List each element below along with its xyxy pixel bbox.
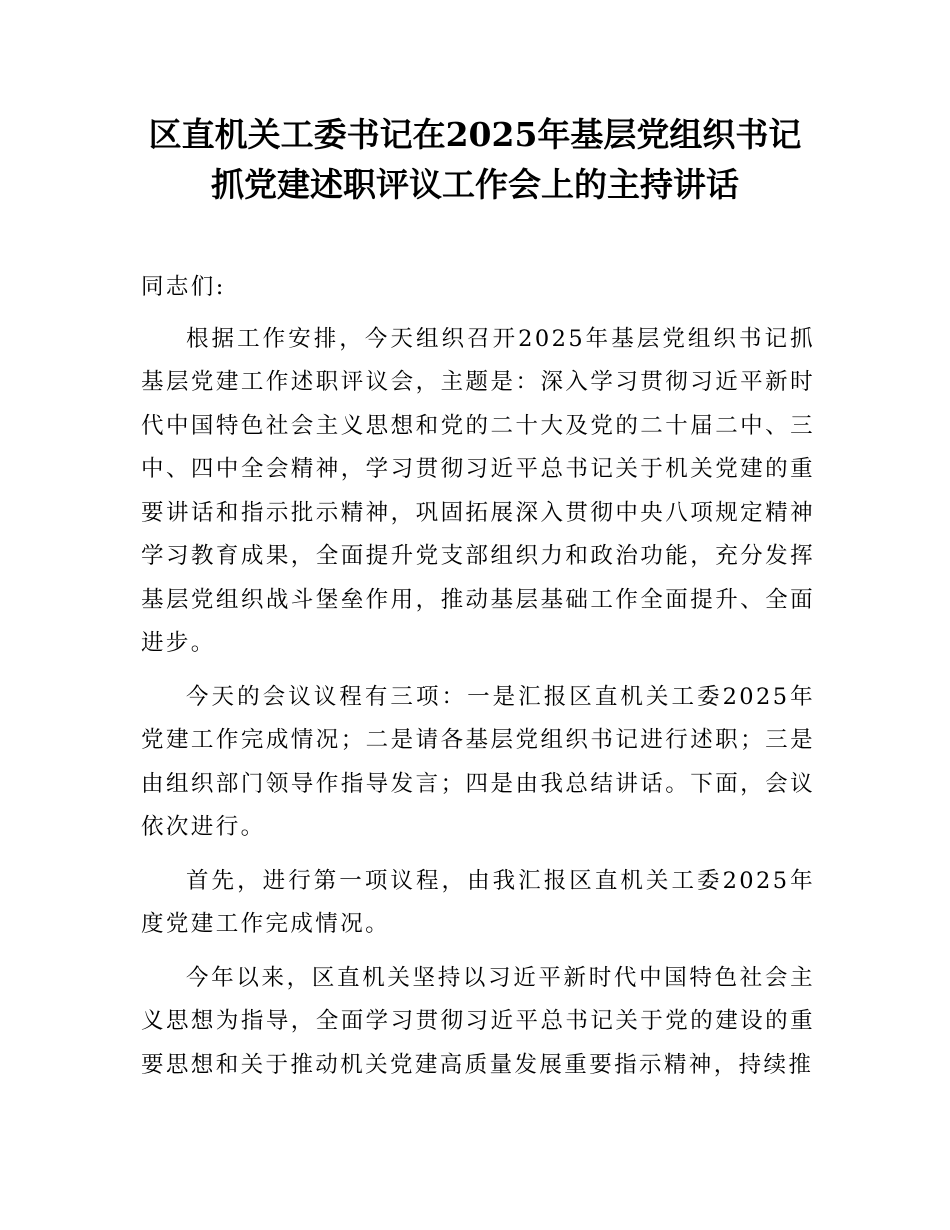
paragraph-4: 今年以来，区直机关坚持以习近平新时代中国特色社会主义思想为指导，全面学习贯彻习近平总书记关于党的建设的重要思想和关于推动机关党建高质量发展重要指示精神，持续推 [141, 964, 815, 1078]
document-body [141, 266, 815, 1097]
title-line-2: 抓党建述职评议工作会上的主持讲话 [211, 165, 739, 204]
salutation: 同志们: [141, 274, 226, 300]
paragraph-3: 首先，进行第一项议程，由我汇报区直机关工委2025年度党建工作完成情况。 [141, 867, 815, 937]
title-line-1: 区直机关工委书记在2025年基层党组织书记 [148, 115, 802, 154]
paragraph-2: 今天的会议议程有三项：一是汇报区直机关工委2025年党建工作完成情况；二是请各基层党组织书记进行述职；三是由组织部门领导作指导发言；四是由我总结讲话。下面，会议依次进行。 [141, 683, 815, 840]
paragraph-1: 根据工作安排，今天组织召开2025年基层党组织书记抓基层党建工作述职评议会，主题是：深入学习贯彻习近平新时代中国特色社会主义思想和党的二十大及党的二十届二中、三中、四中全会精神，学习贯彻习近平总书记关于机关党建的重要讲话和指示批示精神，巩固拓展深入贯彻中央八项规定精神学习教育成果，全面提升党支部组织力和政治功能，充分发挥基层党组织战斗堡垒作用，推动基层基础工作全面提升、全面进步。 [141, 325, 815, 656]
page-title [130, 110, 820, 210]
